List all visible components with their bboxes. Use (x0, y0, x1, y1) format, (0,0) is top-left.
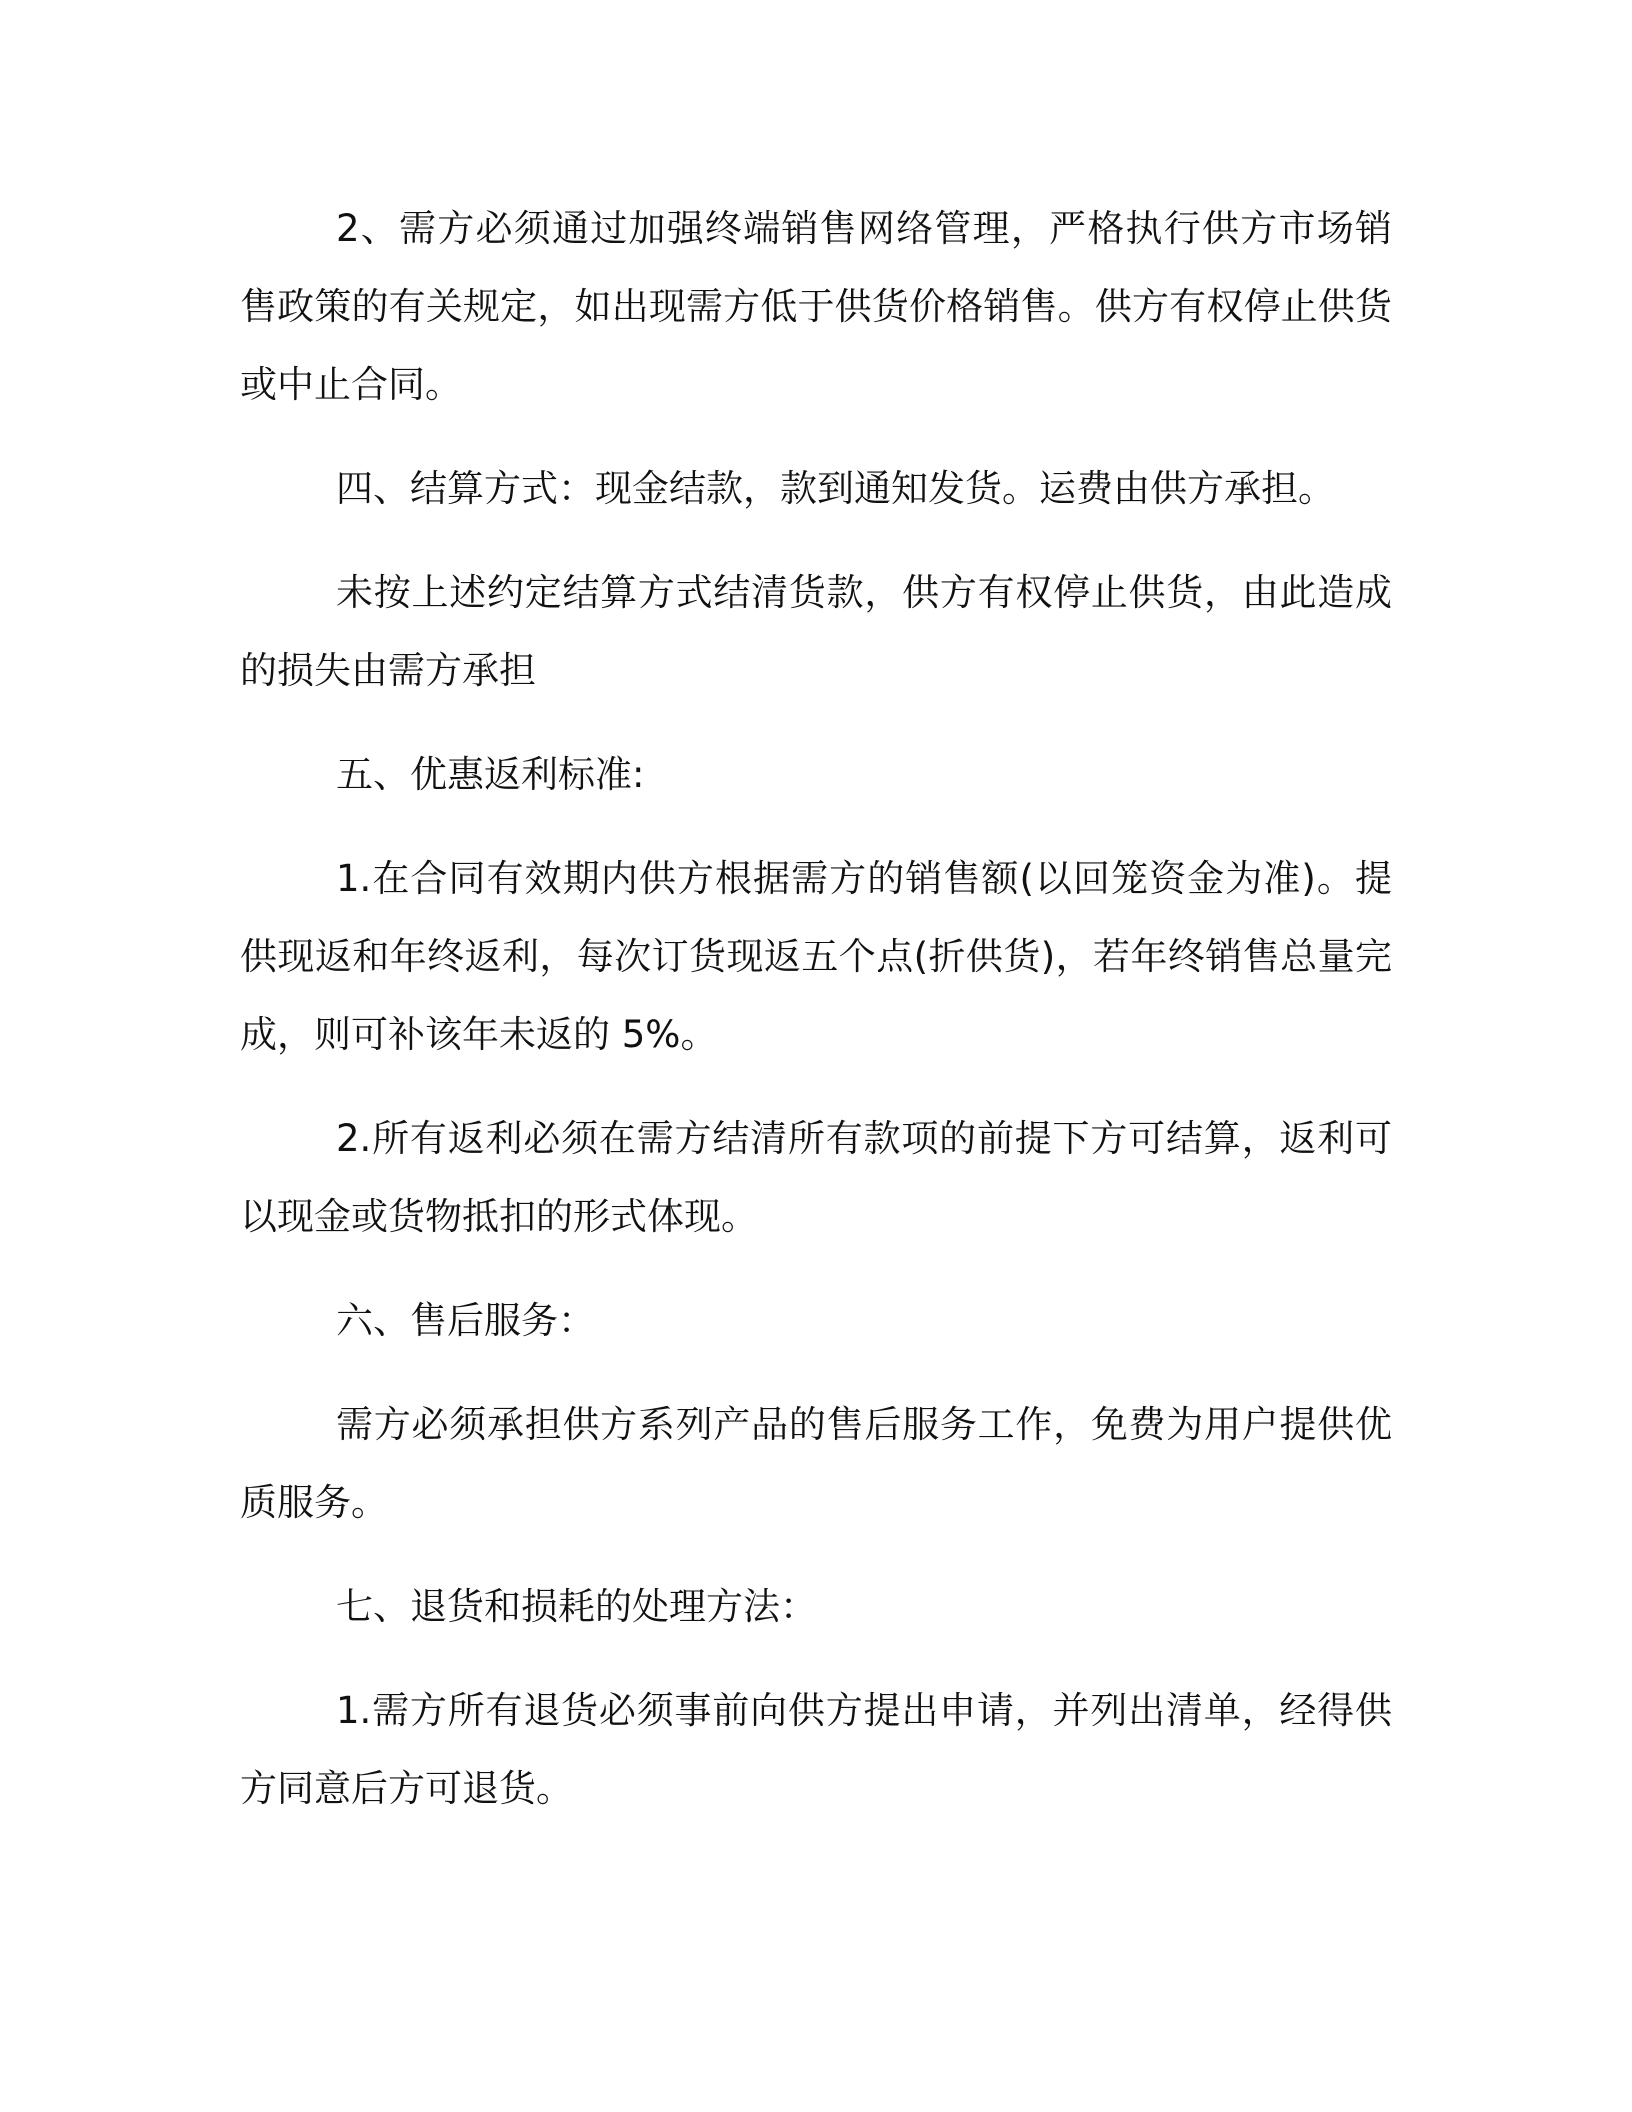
document-body (240, 190, 1392, 1854)
rebate-clause-1: 1.在合同有效期内供方根据需方的销售额(以回笼资金为准)。提供现返和年终返利，每次订货现返五个点(折供货)，若年终销售总量完成，则可补该年未返的 5%。 (240, 857, 1392, 1056)
section-7-returns-heading: 七、退货和损耗的处理方法： (336, 1585, 817, 1628)
after-sales-clause: 需方必须承担供方系列产品的售后服务工作，免费为用户提供优质服务。 (240, 1403, 1392, 1524)
section-6-after-sales-heading: 六、售后服务： (336, 1299, 595, 1342)
settlement-default-clause: 未按上述约定结算方式结清货款，供方有权停止供货，由此造成的损失由需方承担 (240, 571, 1392, 692)
rebate-clause-2: 2.所有返利必须在需方结清所有款项的前提下方可结算，返利可以现金或货物抵扣的形式体现。 (240, 1117, 1392, 1238)
returns-clause-1: 1.需方所有退货必须事前向供方提出申请，并列出清单，经得供方同意后方可退货。 (240, 1689, 1392, 1810)
clause-2-sales-policy: 2、需方必须通过加强终端销售网络管理，严格执行供方市场销售政策的有关规定，如出现需方低于供货价格销售。供方有权停止供货或中止合同。 (240, 207, 1392, 406)
section-4-settlement-method: 四、结算方式：现金结款，款到通知发货。运费由供方承担。 (336, 467, 1335, 510)
section-5-rebate-heading: 五、优惠返利标准: (336, 753, 645, 796)
